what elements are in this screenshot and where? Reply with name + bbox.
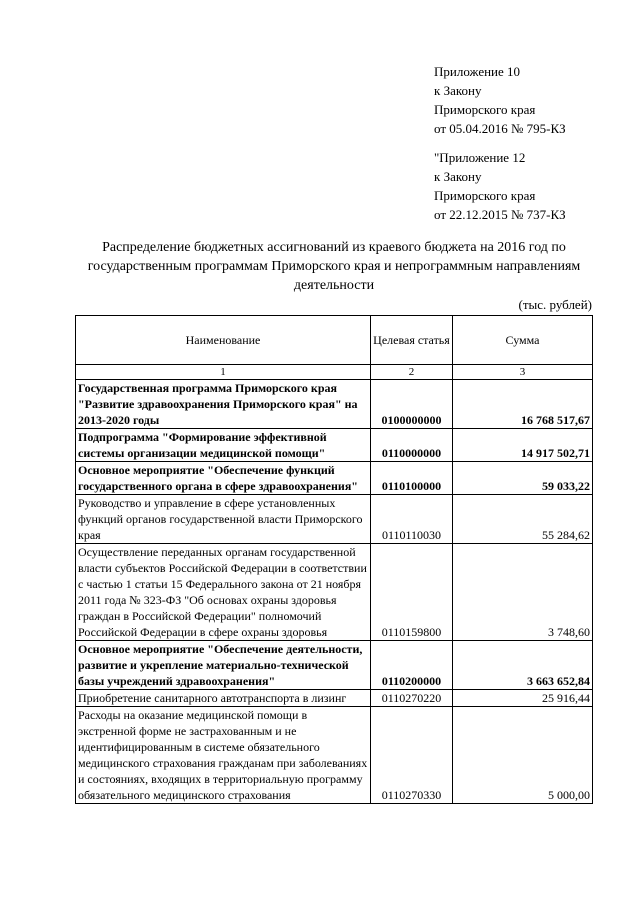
budget-table — [75, 315, 593, 804]
row-code-cell: 0110270330 — [371, 707, 453, 804]
row-name-cell: Основное мероприятие "Обеспечение функций государственного органа в сфере здравоохранения" — [76, 462, 371, 495]
row-sum-cell: 55 284,62 — [453, 495, 593, 544]
row-name-cell: Расходы на оказание медицинской помощи в экстренной форме не застрахованным и не идентифицированным в системе обязательного медицинского страхования гражданам при заболеваниях и состояниях, входящих в территориальную программу обязательного медицинского страхования — [76, 707, 371, 804]
header-name: Наименование — [76, 316, 371, 365]
column-number: 1 — [76, 365, 371, 380]
appendix-line: к Закону — [434, 169, 482, 184]
header-code: Целевая статья — [371, 316, 453, 365]
column-number-row — [76, 365, 593, 380]
table-row — [76, 544, 593, 641]
row-name-cell: Приобретение санитарного автотранспорта в лизинг — [76, 690, 371, 707]
row-code-cell: 0110000000 — [371, 429, 453, 462]
row-sum-cell: 59 033,22 — [453, 462, 593, 495]
appendix-line: к Закону — [434, 83, 482, 98]
appendix-line: Приложение 10 — [434, 64, 521, 79]
row-sum-cell: 25 916,44 — [453, 690, 593, 707]
row-name-cell: Государственная программа Приморского края "Развитие здравоохранения Приморского края" на 2013-2020 годы — [76, 380, 371, 429]
table-row — [76, 495, 593, 544]
row-sum-cell: 5 000,00 — [453, 707, 593, 804]
row-sum-cell: 14 917 502,71 — [453, 429, 593, 462]
row-name-cell: Осуществление переданных органам государственной власти субъектов Российской Федерации в соответствии с частью 1 статьи 15 Федерального закона от 21 ноября 2011 года № 323-ФЗ "Об основах охраны здоровья граждан в Российской Федерации" полномочий Российской Федерации в сфере охраны здоровья — [76, 544, 371, 641]
table-header-row — [76, 316, 593, 365]
appendix-line: Приморского края — [434, 188, 536, 203]
row-code-cell: 0110100000 — [371, 462, 453, 495]
appendix-line: "Приложение 12 — [434, 150, 526, 165]
row-code-cell: 0110270220 — [371, 690, 453, 707]
row-code-cell: 0110110030 — [371, 495, 453, 544]
row-sum-cell: 16 768 517,67 — [453, 380, 593, 429]
table-row — [76, 462, 593, 495]
row-sum-cell: 3 663 652,84 — [453, 641, 593, 690]
row-name-cell: Основное мероприятие "Обеспечение деятельности, развитие и укрепление материально-технической базы учреждений здравоохранения" — [76, 641, 371, 690]
appendix-line: от 05.04.2016 № 795-КЗ — [434, 121, 566, 136]
row-code-cell: 0110159800 — [371, 544, 453, 641]
appendix-line: Приморского края — [434, 102, 536, 117]
appendix-line: от 22.12.2015 № 737-КЗ — [434, 207, 566, 222]
row-code-cell: 0110200000 — [371, 641, 453, 690]
row-code-cell: 0100000000 — [371, 380, 453, 429]
appendix-original-reference — [434, 148, 634, 224]
table-row — [76, 380, 593, 429]
appendix-current-reference — [434, 62, 634, 138]
table-row — [76, 690, 593, 707]
column-number: 2 — [371, 365, 453, 380]
table-row — [76, 707, 593, 804]
row-sum-cell: 3 748,60 — [453, 544, 593, 641]
column-number: 3 — [453, 365, 593, 380]
table-body — [76, 380, 593, 804]
row-name-cell: Подпрограмма "Формирование эффективной системы организации медицинской помощи" — [76, 429, 371, 462]
header-sum: Сумма — [453, 316, 593, 365]
table-row — [76, 429, 593, 462]
row-name-cell: Руководство и управление в сфере установленных функций органов государственной власти Приморского края — [76, 495, 371, 544]
table-row — [76, 641, 593, 690]
document-title: Распределение бюджетных ассигнований из краевого бюджета на 2016 год по государственным программам Приморского края и непрограммным направлениям деятельности — [87, 240, 581, 293]
units-label: (тыс. рублей) — [518, 297, 592, 312]
